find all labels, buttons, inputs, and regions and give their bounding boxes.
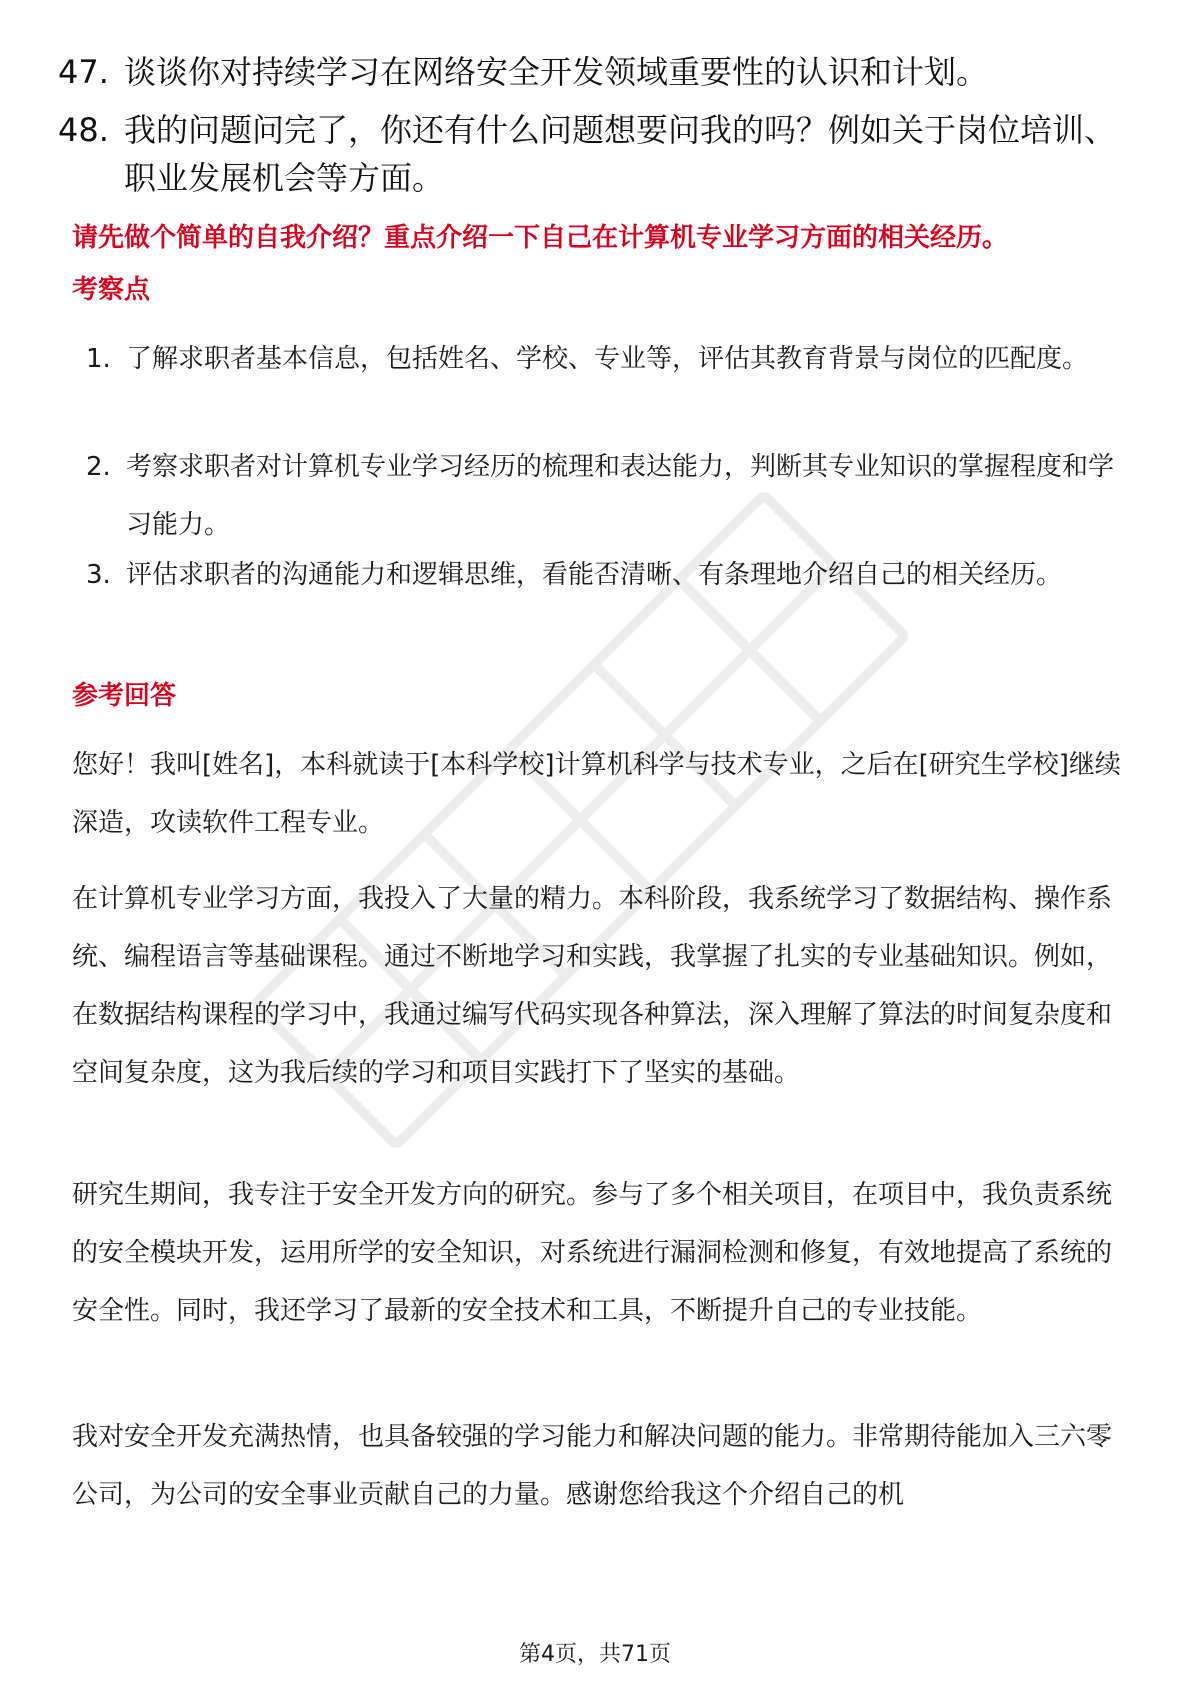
exam-points-title: 考察点 xyxy=(72,275,151,305)
list-number: 2. xyxy=(86,452,111,482)
list-text: 评估求职者的沟通能力和逻辑思维，看能否清晰、有条理地介绍自己的相关经历。 xyxy=(126,560,1063,590)
question-text: 谈谈你对持续学习在网络安全开发领域重要性的认识和计划。 xyxy=(124,53,989,91)
question-number: 47. xyxy=(58,53,109,91)
list-text: 了解求职者基本信息，包括姓名、学校、专业等，评估其教育背景与岗位的匹配度。 xyxy=(126,344,1089,374)
question-number: 48. xyxy=(58,111,109,149)
answer-paragraph: 在计算机专业学习方面，我投入了大量的精力。本科阶段，我系统学习了数据结构、操作系统、编程语言等基础课程。通过不断地学习和实践，我掌握了扎实的专业基础知识。例如，在数据结构课程的学习中，我通过编写代码实现各种算法，深入理解了算法的时间复杂度和空间复杂度，这为我后续的学习和项目实践打下了坚实的基础。 xyxy=(72,884,1113,1088)
answer-paragraph: 您好！我叫[姓名]，本科就读于[本科学校]计算机科学与技术专业，之后在[研究生学校]继续深造，攻读软件工程专业。 xyxy=(72,750,1121,838)
answer-paragraph: 我对安全开发充满热情，也具备较强的学习能力和解决问题的能力。非常期待能加入三六零公司，为公司的安全事业贡献自己的力量。感谢您给我这个介绍自己的机 xyxy=(72,1422,1113,1510)
answer-paragraph: 研究生期间，我专注于安全开发方向的研究。参与了多个相关项目，在项目中，我负责系统的安全模块开发，运用所学的安全知识，对系统进行漏洞检测和修复，有效地提高了系统的安全性。同时，我还学习了最新的安全技术和工具，不断提升自己的专业技能。 xyxy=(72,1180,1113,1326)
page-footer: 第4页，共71页 xyxy=(519,1642,671,1667)
list-text: 考察求职者对计算机专业学习经历的梳理和表达能力，判断其专业知识的掌握程度和学习能力。 xyxy=(126,452,1115,540)
question-text: 我的问题问完了，你还有什么问题想要问我的吗？例如关于岗位培训、职业发展机会等方面。 xyxy=(124,111,1117,197)
reference-answer-title: 参考回答 xyxy=(72,681,177,711)
list-number: 3. xyxy=(86,560,111,590)
list-number: 1. xyxy=(86,344,111,374)
question-heading: 请先做个简单的自我介绍？重点介绍一下自己在计算机专业学习方面的相关经历。 xyxy=(72,223,1009,253)
